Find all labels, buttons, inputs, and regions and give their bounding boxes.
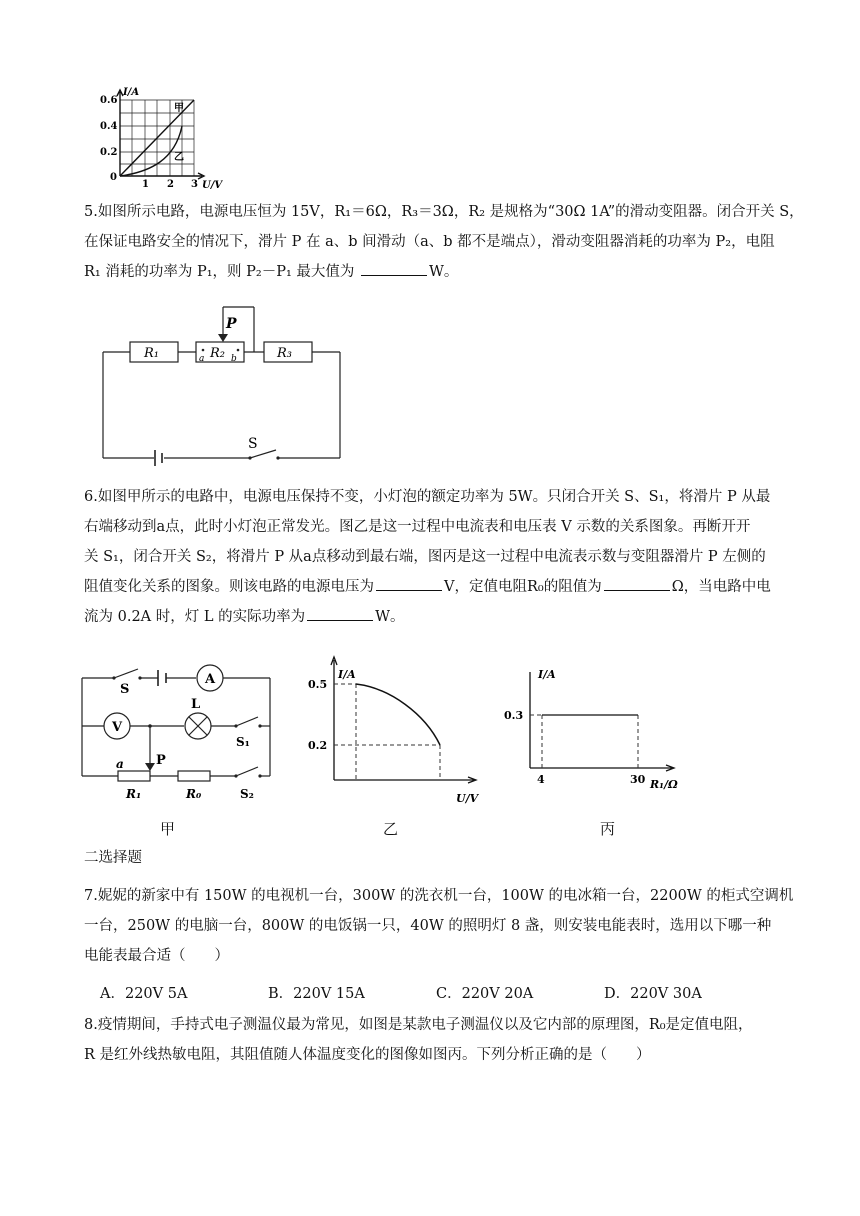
answer-blank[interactable] [307, 606, 373, 621]
voltmeter-label: V [112, 720, 123, 735]
q6-line: 右端移动到a点，此时小灯泡正常发光。图乙是这一过程中电流表和电压表 V 示数的关系图象。再断开开 [84, 519, 751, 535]
chart-bing [500, 662, 690, 794]
q6-mid2: Ω，当电路中电 [671, 579, 771, 595]
caption-jia: 甲 [160, 820, 176, 838]
caption-bing: 丙 [600, 820, 616, 838]
q8-line: 8.疫情期间，手持式电子测温仪最为常见，如图是某款电子测温仪以及它内部的原理图，R₀是定值电阻， [84, 1017, 753, 1033]
switch-s-label: S [120, 682, 130, 697]
bing-ytick: 0.3 [504, 709, 524, 722]
option-b[interactable]: B．220V 15A [268, 986, 365, 1002]
q6-line: 关 S₁，闭合开关 S₂，将滑片 P 从a点移动到最右端，图丙是这一过程中电流表示数与变阻器滑片 P 左侧的 [84, 549, 766, 565]
yi-ylabel: I/A [338, 668, 356, 681]
yi-ytick: 0.5 [308, 678, 328, 691]
q6-line: 阻值变化关系的图象。则该电路的电源电压为 [84, 579, 374, 595]
q5-line: 在保证电路安全的情况下，滑片 P 在 a、b 间滑动（a、b 都不是端点），滑动变阻器消耗的功率为 P₂，电阻 [84, 234, 775, 250]
circuit-q5 [100, 302, 350, 466]
chart-yi [300, 652, 500, 808]
q6-line: 6.如图甲所示的电路中，电源电压保持不变，小灯泡的额定功率为 5W。只闭合开关 S、S₁，将滑片 P 从最 [84, 489, 771, 505]
question-8 [84, 1010, 784, 1070]
answer-blank[interactable] [361, 261, 427, 276]
section-heading: 二选择题 [84, 850, 142, 866]
curve-jia-label: 甲 [174, 103, 184, 114]
option-c[interactable]: C．220V 20A [436, 986, 534, 1002]
iu-graph-top [90, 86, 230, 192]
a-label: a [199, 354, 205, 364]
q5-line: 5.如图所示电路，电源电压恒为 15V，R₁＝6Ω，R₃＝3Ω，R₂ 是规格为“30Ω 1A”的滑动变阻器。闭合开关 S， [84, 204, 804, 220]
top-ytick: 0 [110, 172, 117, 183]
question-7 [84, 881, 794, 971]
yi-xlabel: U/V [456, 792, 479, 805]
question-5 [84, 197, 804, 287]
q6-line5: 流为 0.2A 时，灯 L 的实际功率为 [84, 609, 306, 625]
switch-s1-label: S₁ [236, 735, 250, 749]
yi-curve [356, 684, 440, 745]
circuit-q6-jia [78, 660, 278, 808]
curve-yi-label: 乙 [174, 152, 184, 163]
ammeter-label: A [205, 672, 216, 687]
top-y-label: I/A [123, 87, 140, 98]
yi-ytick: 0.2 [308, 739, 328, 752]
b-label: b [231, 354, 237, 364]
s-label: S [248, 436, 258, 452]
r1-label: R₁ [144, 346, 159, 361]
bing-xlabel: R₁/Ω [650, 778, 678, 791]
q7-line: 电能表最合适（ ） [84, 948, 229, 964]
q7-options [100, 982, 780, 1003]
option-a[interactable]: A．220V 5A [100, 986, 188, 1002]
p-label: P [226, 316, 237, 332]
q6-mid1: V，定值电阻R₀的阻值为 [444, 579, 602, 595]
slider-p-arrow [218, 334, 228, 342]
lamp-label: L [191, 697, 201, 712]
r0-label: R₀ [186, 787, 202, 801]
top-ytick: 0.2 [100, 147, 118, 158]
slider-p-label: P [156, 753, 166, 768]
question-6 [84, 482, 784, 632]
top-xtick: 2 [167, 179, 174, 190]
curve-yi [120, 126, 182, 176]
q5-line: R₁ 消耗的功率为 P₁，则 P₂－P₁ 最大值为 [84, 264, 355, 280]
caption-yi: 乙 [383, 820, 399, 838]
top-ytick: 0.4 [100, 121, 118, 132]
point-a-label: a [116, 757, 124, 771]
bing-xtick: 30 [630, 773, 646, 786]
r3-label: R₃ [277, 346, 292, 361]
top-x-label: U/V [202, 180, 223, 191]
bing-xtick: 4 [537, 773, 545, 786]
switch-s2-label: S₂ [240, 787, 254, 801]
top-xtick: 3 [191, 179, 198, 190]
answer-blank[interactable] [604, 576, 670, 591]
q5-unit: W。 [428, 264, 459, 280]
q7-line: 一台，250W 的电脑一台，800W 的电饭锅一只，40W 的照明灯 8 盏，则安装电能表时，选用以下哪一种 [84, 918, 772, 934]
bing-ylabel: I/A [538, 668, 556, 681]
r1-label: R₁ [126, 787, 142, 801]
top-ytick: 0.6 [100, 95, 118, 106]
q6-end: W。 [375, 609, 405, 625]
q8-line: R 是红外线热敏电阻，其阻值随人体温度变化的图像如图丙。下列分析正确的是（ ） [84, 1047, 651, 1063]
r2-label: R₂ [210, 346, 225, 361]
answer-blank[interactable] [376, 576, 442, 591]
q7-line: 7.妮妮的新家中有 150W 的电视机一台，300W 的洗衣机一台，100W 的电冰箱一台，2200W 的柜式空调机 [84, 888, 794, 904]
top-xtick: 1 [142, 179, 149, 190]
option-d[interactable]: D．220V 30A [604, 986, 702, 1002]
